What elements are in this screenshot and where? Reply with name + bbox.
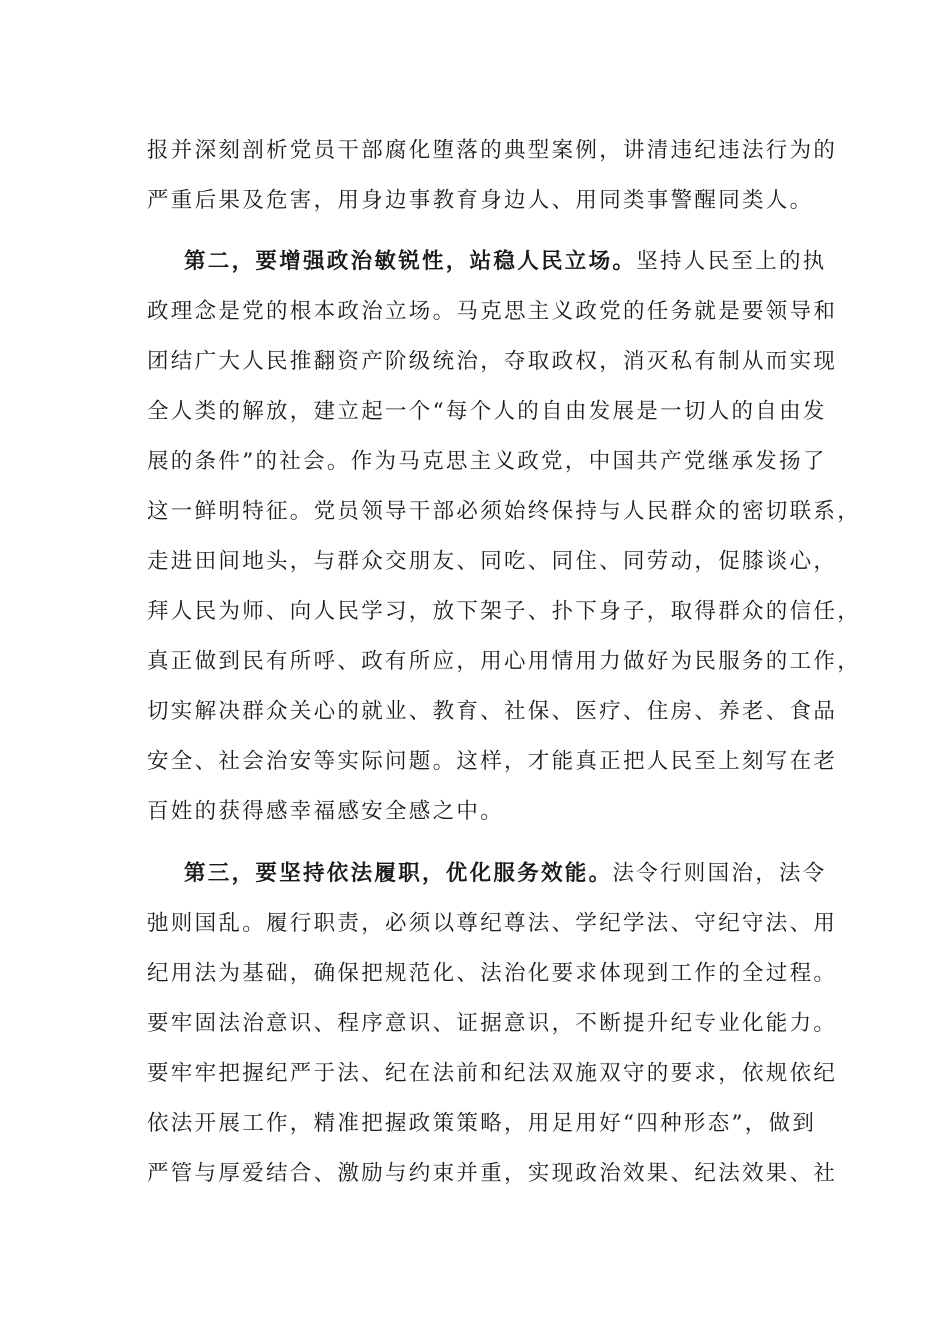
paragraph-line: 严重后果及危害，用身边事教育身边人、用同类事警醒同类人。 (147, 188, 814, 213)
paragraph-heading: 第二，要增强政治敏锐性，站稳人民立场。 (184, 249, 637, 274)
paragraph-line: 切实解决群众关心的就业、教育、社保、医疗、住房、养老、食品 (147, 699, 838, 724)
paragraph-line: 拜人民为师、向人民学习，放下架子、扑下身子，取得群众的信任， (147, 599, 862, 624)
paragraph-line: 展的条件”的社会。作为马克思主义政党，中国共产党继承发扬了 (147, 449, 827, 474)
paragraph-text: 法令行则国治，法令 (612, 861, 827, 886)
paragraph-line: 安全、社会治安等实际问题。这样，才能真正把人民至上刻写在老 (147, 749, 838, 774)
paragraph-text: 坚持人民至上的执 (636, 249, 827, 274)
paragraph-line: 要牢固法治意识、程序意识、证据意识，不断提升纪专业化能力。 (147, 1011, 838, 1036)
paragraph-line: 真正做到民有所呼、政有所应，用心用情用力做好为民服务的工作， (147, 649, 862, 674)
paragraph-line: 团结广大人民推翻资产阶级统治，夺取政权，消灭私有制从而实现 (147, 349, 838, 374)
paragraph-line: 百姓的获得感幸福感安全感之中。 (147, 799, 505, 824)
paragraph-line: 走进田间地头，与群众交朋友、同吃、同住、同劳动，促膝谈心， (147, 549, 838, 574)
paragraph-line: 全人类的解放，建立起一个“每个人的自由发展是一切人的自由发 (147, 399, 827, 424)
paragraph-line: 严管与厚爱结合、激励与约束并重，实现政治效果、纪法效果、社 (147, 1161, 838, 1186)
paragraph-line: 依法开展工作，精准把握政策策略，用足用好“四种形态”，做到 (147, 1111, 817, 1136)
paragraph-heading: 第三，要坚持依法履职，优化服务效能。 (184, 861, 613, 886)
paragraph-line: 纪用法为基础，确保把规范化、法治化要求体现到工作的全过程。 (147, 961, 838, 986)
paragraph-first-line (184, 857, 827, 891)
paragraph-line: 报并深刻剖析党员干部腐化堕落的典型案例，讲清违纪违法行为的 (147, 138, 838, 163)
paragraph-line: 政理念是党的根本政治立场。马克思主义政党的任务就是要领导和 (147, 299, 838, 324)
paragraph-first-line (184, 245, 827, 279)
paragraph-line: 这一鲜明特征。党员领导干部必须始终保持与人民群众的密切联系， (147, 499, 862, 524)
paragraph-line: 弛则国乱。履行职责，必须以尊纪尊法、学纪学法、守纪守法、用 (147, 911, 838, 936)
paragraph-line: 要牢牢把握纪严于法、纪在法前和纪法双施双守的要求，依规依纪 (147, 1061, 838, 1086)
